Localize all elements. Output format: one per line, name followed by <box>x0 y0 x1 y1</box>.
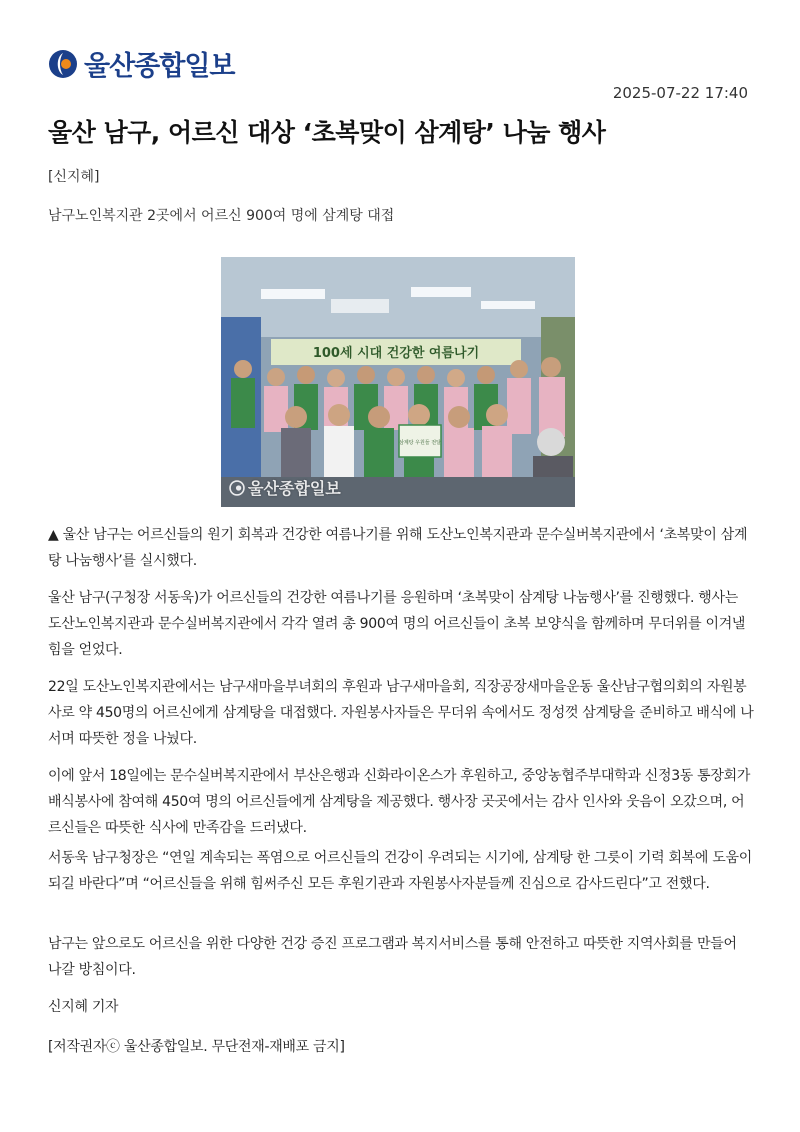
article-photo <box>221 257 575 507</box>
logo-text: 울산종합일보 <box>84 51 235 82</box>
article-paragraph: 이에 앞서 18일에는 문수실버복지관에서 부산은행과 신화라이온스가 후원하고, 중앙농협주부대학과 신정3동 통장회가 배식봉사에 참여해 450여 명의 어르신들에게 삼계탕을 제공했다. 행사장 곳곳에서는 감사 인사와 웃음이 오갔으며, 어르신들은 따뜻한 식사에 만족감을 드러냈다. <box>48 768 751 836</box>
site-logo[interactable] <box>48 44 235 83</box>
article-paragraph: 서동욱 남구청장은 “연일 계속되는 폭염으로 어르신들의 건강이 우려되는 시기에, 삼계탕 한 그릇이 기력 회복에 도움이 되길 바란다”며 “어르신들을 위해 힘써주신 모든 후원기관과 자원봉사자분들께 진심으로 감사드린다”고 전했다. <box>48 850 752 892</box>
article-subtitle: 남구노인복지관 2곳에서 어르신 900여 명에 삼계탕 대접 <box>48 208 395 224</box>
photo-watermark <box>229 476 341 499</box>
group-photo-illustration <box>221 257 575 507</box>
reporter-name: 신지혜 기자 <box>48 999 119 1015</box>
photo-caption: ▲ 울산 남구는 어르신들의 원기 회복과 건강한 여름나기를 위해 도산노인복지관과 문수실버복지관에서 ‘초복맞이 삼계탕 나눔행사’를 실시했다. <box>48 527 748 569</box>
photo-sign-text: 삼계탕 우원들 전달 <box>399 440 441 446</box>
article-datetime: 2025-07-22 17:40 <box>612 84 748 102</box>
article-paragraph: 울산 남구(구청장 서동욱)가 어르신들의 건강한 여름나기를 응원하며 ‘초복맞이 삼계탕 나눔행사’를 진행했다. 행사는 도산노인복지관과 문수실버복지관에서 각각 열려 총 900여 명의 어르신들이 초복 보양식을 함께하며 무더위를 이겨낼 힘을 얻었다. <box>48 590 746 658</box>
copyright-notice: [저작권자ⓒ 울산종합일보. 무단전재-재배포 금지] <box>48 1039 345 1055</box>
watermark-logo-icon <box>229 480 245 496</box>
article-paragraph: 남구는 앞으로도 어르신을 위한 다양한 건강 증진 프로그램과 복지서비스를 통해 안전하고 따뜻한 지역사회를 만들어 나갈 방침이다. <box>48 936 737 978</box>
article-paragraph: 22일 도산노인복지관에서는 남구새마을부녀회의 후원과 남구새마을회, 직장공장새마을운동 울산남구협의회의 자원봉사로 약 450명의 어르신에게 삼계탕을 대접했다. 자원봉사자들은 무더위 속에서도 정성껏 삼계탕을 준비하고 배식에 나서며 따뜻한 정을 나눴다. <box>48 679 754 747</box>
photo-banner-text: 100세 시대 건강한 여름나기 <box>312 346 480 361</box>
logo-mark-icon <box>48 49 78 79</box>
article-byline: [신지혜] <box>48 169 100 185</box>
article-title: 울산 남구, 어르신 대상 ‘초복맞이 삼계탕’ 나눔 행사 <box>48 118 606 147</box>
photo-watermark-text: 울산종합일보 <box>248 479 341 498</box>
